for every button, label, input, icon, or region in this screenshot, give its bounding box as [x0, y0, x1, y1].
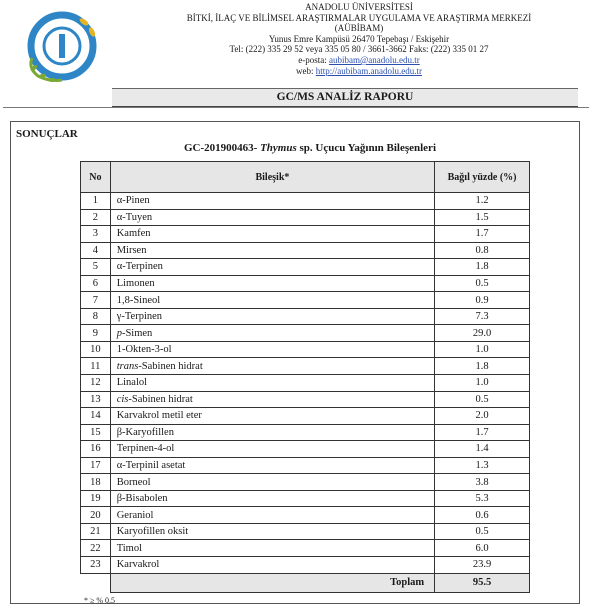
email-line — [150, 55, 568, 66]
relative-percent: 1.2 — [435, 193, 530, 210]
row-number: 11 — [81, 358, 111, 375]
table-row — [81, 424, 530, 441]
header-line: (AÜBİBAM) — [334, 23, 384, 34]
compound-name — [110, 358, 434, 375]
table-row — [81, 193, 530, 210]
row-number: 16 — [81, 441, 111, 458]
row-number: 2 — [81, 209, 111, 226]
relative-percent: 3.8 — [435, 474, 530, 491]
compound-name: α-Terpinen — [110, 259, 434, 276]
compound-name: α-Terpinil asetat — [110, 457, 434, 474]
col-compound-header: Bileşik* — [110, 162, 434, 193]
relative-percent: 6.0 — [435, 540, 530, 557]
report-title: GC/MS ANALİZ RAPORU — [112, 88, 578, 107]
relative-percent: 0.5 — [435, 523, 530, 540]
row-number: 18 — [81, 474, 111, 491]
web-line — [150, 66, 568, 77]
compounds-table — [80, 161, 530, 593]
compound-name: Karvakrol metil eter — [110, 408, 434, 425]
web-label: web: — [296, 65, 314, 76]
relative-percent: 2.0 — [435, 408, 530, 425]
row-number: 14 — [81, 408, 111, 425]
total-row — [81, 573, 530, 592]
compound-name — [110, 391, 434, 408]
header-line: Tel: (222) 335 29 52 veya 335 05 80 / 3661-3662 Faks: (222) 335 01 27 — [229, 44, 489, 55]
compound-name: 1-Okten-3-ol — [110, 341, 434, 358]
relative-percent: 0.5 — [435, 391, 530, 408]
table-row — [81, 474, 530, 491]
row-number: 9 — [81, 325, 111, 342]
table-row — [81, 209, 530, 226]
relative-percent: 1.0 — [435, 341, 530, 358]
relative-percent: 29.0 — [435, 325, 530, 342]
aubibam-logo — [20, 8, 104, 84]
compound-name: Linalol — [110, 375, 434, 392]
table-row — [81, 292, 530, 309]
table-row — [81, 358, 530, 375]
row-number: 8 — [81, 308, 111, 325]
email-link[interactable]: aubibam@anadolu.edu.tr — [328, 54, 420, 65]
row-number: 19 — [81, 490, 111, 507]
table-row — [81, 259, 530, 276]
header-line: Yunus Emre Kampüsü 26470 Tepebaşı / Eskişehir — [268, 33, 450, 44]
table-row — [81, 557, 530, 574]
compound-name: Karyofillen oksit — [110, 523, 434, 540]
table-row — [81, 408, 530, 425]
relative-percent: 0.6 — [435, 507, 530, 524]
table-row — [81, 441, 530, 458]
compound-prefix: p — [116, 327, 122, 339]
compound-name: Kamfen — [110, 226, 434, 243]
web-link[interactable]: http://aubibam.anadolu.edu.tr — [315, 65, 422, 76]
compound-name: Mirsen — [110, 242, 434, 259]
relative-percent: 0.9 — [435, 292, 530, 309]
table-row — [81, 242, 530, 259]
col-no-header: No — [81, 162, 111, 193]
table-row — [81, 523, 530, 540]
compound-name — [110, 325, 434, 342]
row-number: 5 — [81, 259, 111, 276]
subtitle-suffix: sp. Uçucu Yağının Bileşenleri — [296, 142, 436, 154]
subtitle-genus: Thymus — [260, 142, 297, 154]
table-row — [81, 540, 530, 557]
table-row — [81, 308, 530, 325]
relative-percent: 1.5 — [435, 209, 530, 226]
table-row — [81, 391, 530, 408]
relative-percent: 1.8 — [435, 358, 530, 375]
compound-name: Terpinen-4-ol — [110, 441, 434, 458]
compound-name: β-Bisabolen — [110, 490, 434, 507]
compound-name: Limonen — [110, 275, 434, 292]
row-number: 7 — [81, 292, 111, 309]
table-row — [81, 275, 530, 292]
relative-percent: 7.3 — [435, 308, 530, 325]
table-row — [81, 375, 530, 392]
relative-percent: 1.7 — [435, 424, 530, 441]
table-row — [81, 226, 530, 243]
relative-percent: 0.8 — [435, 242, 530, 259]
row-number: 23 — [81, 557, 111, 574]
row-number: 12 — [81, 375, 111, 392]
compound-name: Karvakrol — [110, 557, 434, 574]
compound-name: Geraniol — [110, 507, 434, 524]
table-row — [81, 490, 530, 507]
table-row — [81, 325, 530, 342]
compound-name: β-Karyofillen — [110, 424, 434, 441]
total-label: Toplam — [110, 573, 434, 592]
header-line: ANADOLU ÜNİVERSİTESİ — [305, 2, 413, 12]
relative-percent: 0.5 — [435, 275, 530, 292]
relative-percent: 1.4 — [435, 441, 530, 458]
institution-header — [150, 2, 568, 76]
footnote: * ≥ % 0.5 — [84, 596, 116, 605]
compound-prefix: cis — [116, 393, 129, 405]
compound-name: α-Tuyen — [110, 209, 434, 226]
total-value: 95.5 — [435, 573, 530, 592]
results-heading: SONUÇLAR — [16, 128, 78, 140]
compound-name: γ-Terpinen — [110, 308, 434, 325]
subtitle-prefix: GC-201900463- — [183, 142, 258, 154]
row-number: 20 — [81, 507, 111, 524]
relative-percent: 1.0 — [435, 375, 530, 392]
table-row — [81, 341, 530, 358]
row-number: 3 — [81, 226, 111, 243]
header-line: BİTKİ, İLAÇ VE BİLİMSEL ARAŞTIRMALAR UYGULAMA VE ARAŞTIRMA MERKEZİ — [186, 12, 532, 23]
total-spacer — [81, 573, 111, 592]
row-number: 10 — [81, 341, 111, 358]
table-row — [81, 507, 530, 524]
row-number: 15 — [81, 424, 111, 441]
row-number: 6 — [81, 275, 111, 292]
relative-percent: 1.8 — [435, 259, 530, 276]
relative-percent: 1.3 — [435, 457, 530, 474]
relative-percent: 1.7 — [435, 226, 530, 243]
compound-name: Timol — [110, 540, 434, 557]
table-subtitle — [80, 142, 540, 154]
relative-percent: 23.9 — [435, 557, 530, 574]
row-number: 21 — [81, 523, 111, 540]
divider — [3, 107, 589, 108]
table-row — [81, 457, 530, 474]
compound-prefix: trans — [116, 360, 139, 372]
row-number: 1 — [81, 193, 111, 210]
compound-name: α-Pinen — [110, 193, 434, 210]
row-number: 22 — [81, 540, 111, 557]
email-label: e-posta: — [298, 54, 327, 65]
col-percent-header: Bağıl yüzde (%) — [435, 162, 530, 193]
compound-rest: -Simen — [121, 327, 153, 339]
table-header-row — [81, 162, 530, 193]
row-number: 13 — [81, 391, 111, 408]
row-number: 17 — [81, 457, 111, 474]
compound-rest: -Sabinen hidrat — [128, 393, 193, 405]
compound-name: 1,8-Sineol — [110, 292, 434, 309]
compound-name: Borneol — [110, 474, 434, 491]
compound-rest: -Sabinen hidrat — [138, 360, 203, 372]
row-number: 4 — [81, 242, 111, 259]
relative-percent: 5.3 — [435, 490, 530, 507]
